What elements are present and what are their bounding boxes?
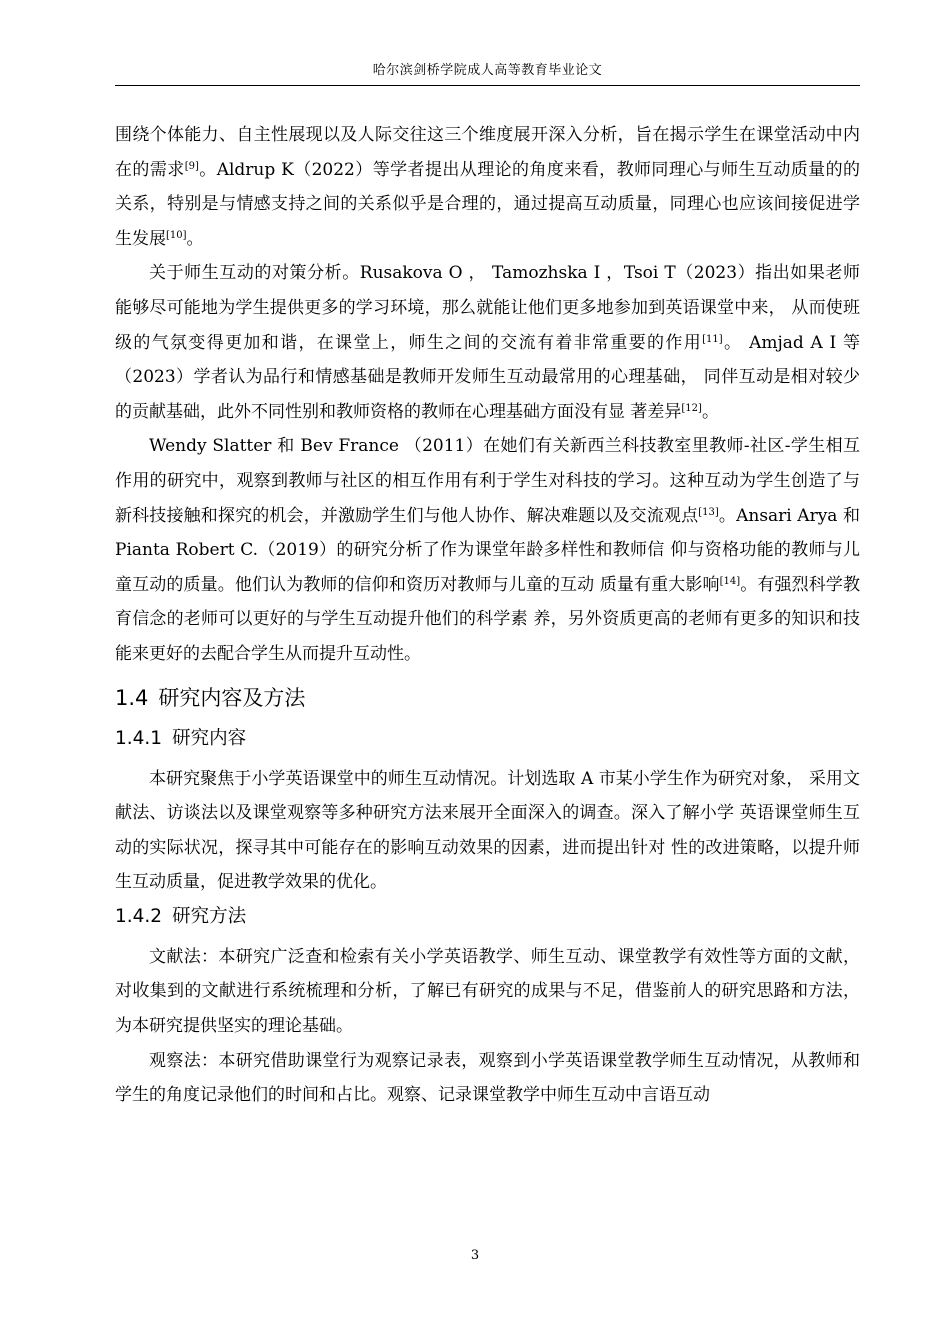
paragraph-4: 本研究聚焦于小学英语课堂中的师生互动情况。计划选取 A 市某小学生作为研究对象， 采用文献法、访谈法以及课堂观察等多种研究方法来展开全面深入的调查。深入了解小学 英语课堂师生互动的实际状况，探寻其中可能存在的影响互动效果的因素，进而提出针对 性的改进策略，以提升师生互动质量，促进教学效果的优化。 xyxy=(115,768,860,893)
page-number: 3 xyxy=(470,1248,480,1263)
section-title: 研究内容及方法 xyxy=(158,685,306,710)
paragraph-1-text-b: 。Aldrup K（2022）等学者提出从理论的角度来看，教师同理心与师生互动质量的的关系，特别是与情感支持之间的关系似乎是合理的，通过提高互动质量，同理心也应该间接促进学生发展 xyxy=(115,159,861,249)
paragraph-1-text-a: 围绕个体能力、自主性展现以及人际交往这三个维度展开深入分析，旨在揭示学生在课堂活动中内在的需求 xyxy=(115,125,860,180)
subsection-number: 1.4.1 xyxy=(115,727,163,749)
citation-12: [12] xyxy=(681,402,702,414)
page-body xyxy=(115,118,860,1113)
paragraph-1-text-c: 。 xyxy=(186,228,204,249)
citation-13: [13] xyxy=(698,506,719,518)
paragraph-3-text-b: 。Ansari Arya 和 Pianta Robert C.（2019）的研究分析了作为课堂年龄多样性和教师信 仰与资格功能的教师与儿童互动的质量。他们认为教师的信仰和资历对教师与儿童的互动 质量有重大影响 xyxy=(115,505,860,595)
paragraph-6: 观察法：本研究借助课堂行为观察记录表，观察到小学英语课堂教学师生互动情况，从教师和学生的角度记录他们的时间和占比。观察、记录课堂教学中师生互动中言语互动 xyxy=(115,1050,860,1106)
citation-14: [14] xyxy=(719,575,741,587)
subsection-number: 1.4.2 xyxy=(115,905,163,927)
section-heading-1-4 xyxy=(115,680,860,716)
paragraph-3 xyxy=(115,429,860,671)
citation-9: [9] xyxy=(184,160,199,172)
paragraph-1 xyxy=(115,118,860,256)
header-rule xyxy=(115,85,860,86)
subsection-title: 研究方法 xyxy=(172,905,247,927)
subsection-heading-1-4-1 xyxy=(115,722,860,756)
paragraph-2-text-a: 关于师生互动的对策分析。Rusakova O ， Tamozhska I ，Tsoi T（2023）指出如果老师 能够尽可能地为学生提供更多的学习环境，那么就能让他们更多地参加到英语课堂中来， 从而使班级的气氛变得更加和谐，在课堂上，师生之间的交流有着非常重要的作用 xyxy=(115,263,860,353)
paragraph-2-text-c: 。 xyxy=(701,401,719,422)
paragraph-3-text-c: 。有强烈科学教育信念的老师可以更好的与学生互动提升他们的科学素 养，另外资质更高的老师有更多的知识和技能来更好的去配合学生从而提升互动性。 xyxy=(115,574,860,664)
citation-10: [10] xyxy=(166,229,187,241)
paragraph-2-text-b: 。 Amjad A I 等（2023）学者认为品行和情感基础是教师开发师生互动最常用的心理基础， 同伴互动是相对较少的贡献基础，此外不同性别和教师资格的教师在心理基础方面没有显 著差异 xyxy=(115,332,860,422)
subsection-title: 研究内容 xyxy=(172,727,247,749)
paragraph-2 xyxy=(115,256,860,429)
section-number: 1.4 xyxy=(115,685,149,710)
running-header: 哈尔滨剑桥学院成人高等教育毕业论文 xyxy=(372,63,603,78)
paragraph-3-text-a: Wendy Slatter 和 Bev France （2011）在她们有关新西兰科技教室里教师-社区-学生相互作用的研究中，观察到教师与社区的相互作用有利于学生对科技的学习。这种互动为学生创造了与新科技接触和探究的机会，并激励学生们与他人协作、解决难题以及交流观点 xyxy=(115,436,860,526)
paragraph-5: 文献法：本研究广泛查和检索有关小学英语教学、师生互动、课堂教学有效性等方面的文献，对收集到的文献进行系统梳理和分析，了解已有研究的成果与不足，借鉴前人的研究思路和方法，为本研究提供坚实的理论基础。 xyxy=(115,946,860,1037)
subsection-heading-1-4-2 xyxy=(115,900,860,934)
citation-11: [11] xyxy=(702,333,723,345)
